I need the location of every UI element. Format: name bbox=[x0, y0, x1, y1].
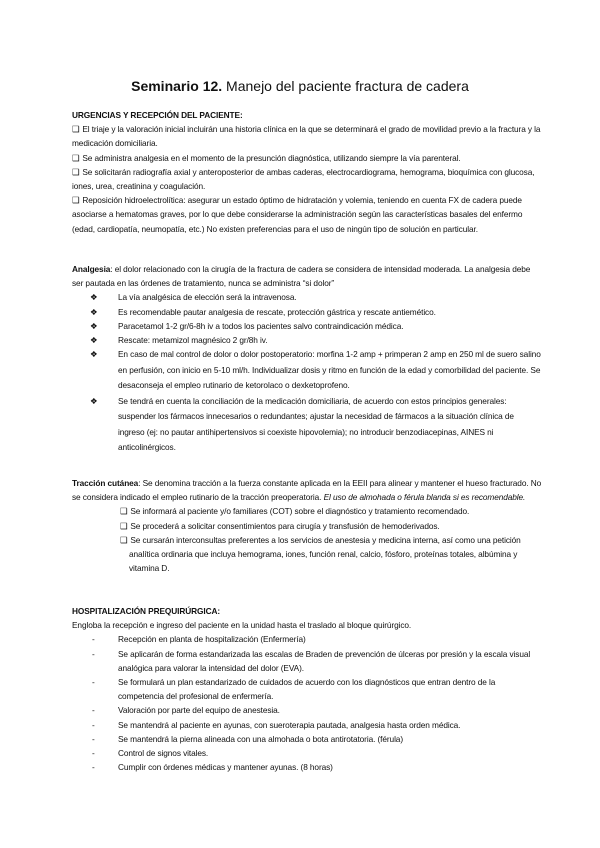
dash-bullet-icon: - bbox=[92, 677, 95, 688]
list-item: ❖ Paracetamol 1-2 gr/6-8h iv a todos los pacientes salvo contraindicación médica. bbox=[72, 319, 542, 333]
diamond-bullet-icon: ❖ bbox=[90, 320, 98, 331]
diamond-bullet-icon: ❖ bbox=[90, 395, 98, 406]
list-item: - Se mantendrá al paciente en ayunas, con sueroterapia pautada, analgesia hasta orden médica. bbox=[72, 718, 542, 732]
page-title: Seminario 12. Manejo del paciente fractura de cadera bbox=[131, 78, 469, 94]
list-item: ❖ La vía analgésica de elección será la intravenosa. bbox=[72, 290, 542, 304]
checkbox-bullet-icon: ❑ bbox=[120, 520, 128, 531]
dash-bullet-icon: - bbox=[92, 748, 95, 759]
list-item: - Control de signos vitales. bbox=[72, 746, 542, 760]
list-item: - Valoración por parte del equipo de anestesia. bbox=[72, 703, 542, 717]
section-analgesia bbox=[72, 262, 542, 456]
dash-bullet-icon: - bbox=[92, 648, 95, 659]
paragraph: Analgesia: el dolor relacionado con la cirugía de la fractura de cadera se considera de intensidad moderada. La analgesia debe ser pautada en las órdenes de tratamiento, nunca se administra “si dolor” bbox=[72, 264, 531, 289]
paragraph: Tracción cutánea: Se denomina tracción a la fuerza constante aplicada en la EEII para alinear y mantener el hueso fracturado. No se considera indicado el empleo rutinario de la tracción preoperatoria. El uso de almohada o férula blanda si es recomendable. bbox=[72, 478, 542, 503]
checkbox-bullet-icon: ❑ bbox=[120, 534, 128, 545]
diamond-bullet-icon: ❖ bbox=[90, 335, 98, 346]
list-item: ❑ El triaje y la valoración inicial incluirán una historia clínica en la que se determinará el grado de movilidad previo a la fractura y la medicación domiciliaria. bbox=[72, 124, 541, 149]
list-item: ❖ Es recomendable pautar analgesia de rescate, protección gástrica y rescate antiemético. bbox=[72, 305, 542, 319]
list-item: ❑ Se administra analgesia en el momento de la presunción diagnóstica, utilizando siempre la vía parenteral. bbox=[72, 152, 461, 163]
checkbox-bullet-icon: ❑ bbox=[72, 166, 80, 177]
list-item: ❑ Se cursarán interconsultas preferentes a los servicios de anestesia y medicina interna, así como una petición analítica ordinaria que incluya hemograma, iones, función renal, calcio, fósforo, proteínas totales, albúmina y vitamina D. bbox=[120, 534, 521, 574]
list-item: - Se formulará un plan estandarizado de cuidados de acuerdo con los diagnósticos que entran dentro de la competencia del profesional de enfermería. bbox=[92, 677, 496, 702]
list-item: - Se mantendrá la pierna alineada con una almohada o bota antirotatoria. (férula) bbox=[72, 732, 542, 746]
diamond-bullet-icon: ❖ bbox=[90, 349, 98, 360]
diamond-bullet-icon: ❖ bbox=[90, 306, 98, 317]
paragraph: Engloba la recepción e ingreso del paciente en la unidad hasta el traslado al bloque quirúrgico. bbox=[72, 620, 412, 631]
checkbox-bullet-icon: ❑ bbox=[72, 124, 80, 135]
list-item: ❑ Se solicitarán radiografía axial y anteroposterior de ambas caderas, electrocardiograma, hemograma, bioquímica con glucosa, iones, urea, creatinina y coagulación. bbox=[72, 166, 535, 192]
list-item: - Se aplicarán de forma estandarizada las escalas de Braden de prevención de úlceras por presión y la escala visual analógica para valorar la intensidad del dolor (EVA). bbox=[92, 648, 531, 673]
list-item: - Recepción en planta de hospitalización (Enfermería) bbox=[72, 632, 542, 646]
diamond-bullet-icon: ❖ bbox=[90, 292, 98, 303]
section-urgencias bbox=[72, 108, 542, 236]
list-item: ❑ Se informará al paciente y/o familiares (COT) sobre el diagnóstico y tratamiento recomendado. bbox=[120, 506, 470, 517]
section-traccion bbox=[72, 476, 542, 575]
checkbox-bullet-icon: ❑ bbox=[120, 506, 128, 517]
list-item: ❖ Rescate: metamizol magnésico 2 gr/8h iv. bbox=[72, 333, 542, 347]
section-heading: HOSPITALIZACIÓN PREQUIRÚRGICA: bbox=[72, 606, 221, 616]
dash-bullet-icon: - bbox=[92, 705, 95, 716]
list-item: ❖ Se tendrá en cuenta la conciliación de la medicación domiciliaria, de acuerdo con estos principios generales: suspender los fármacos innecesarios o redundantes; ajustar la necesidad de fármacos a la situación clínica de ingreso (ej: no pautar antihipertensivos si coexiste hipovolemia); no introducir benzodiacepinas, AINES ni anticolinérgicos. bbox=[90, 395, 514, 453]
dash-bullet-icon: - bbox=[92, 634, 95, 645]
section-hospitalizacion bbox=[72, 604, 542, 774]
dash-bullet-icon: - bbox=[92, 733, 95, 744]
list-item: ❖ En caso de mal control de dolor o dolor postoperatorio: morfina 1-2 amp + primperan 2 amp en 250 ml de suero salino en perfusión, con inicio en 5-10 ml/h. Individualizar dosis y ritmo en función de la edad y comorbilidad del paciente. Se desaconseja el empleo rutinario de ketorolaco o dexketoprofeno. bbox=[90, 349, 541, 391]
list-item: - Cumplir con órdenes médicas y mantener ayunas. (8 horas) bbox=[72, 760, 542, 774]
dash-bullet-icon: - bbox=[92, 719, 95, 730]
checkbox-bullet-icon: ❑ bbox=[72, 195, 80, 206]
dash-bullet-icon: - bbox=[92, 762, 95, 773]
list-item: ❑ Se procederá a solicitar consentimientos para cirugía y transfusión de hemoderivados. bbox=[120, 520, 440, 531]
checkbox-bullet-icon: ❑ bbox=[72, 152, 80, 163]
list-item: ❑ Reposición hidroelectrolítica: asegurar un estado óptimo de hidratación y volemia, teniendo en cuenta FX de cadera puede asociarse a hematomas graves, por lo que debe considerarse la administración según las características basales del enfermo (edad, cardiopatía, neumopatía, etc.) No existen preferencias para el uso de ningún tipo de solución en particular. bbox=[72, 195, 523, 234]
section-heading: URGENCIAS Y RECEPCIÓN DEL PACIENTE: bbox=[72, 110, 243, 120]
